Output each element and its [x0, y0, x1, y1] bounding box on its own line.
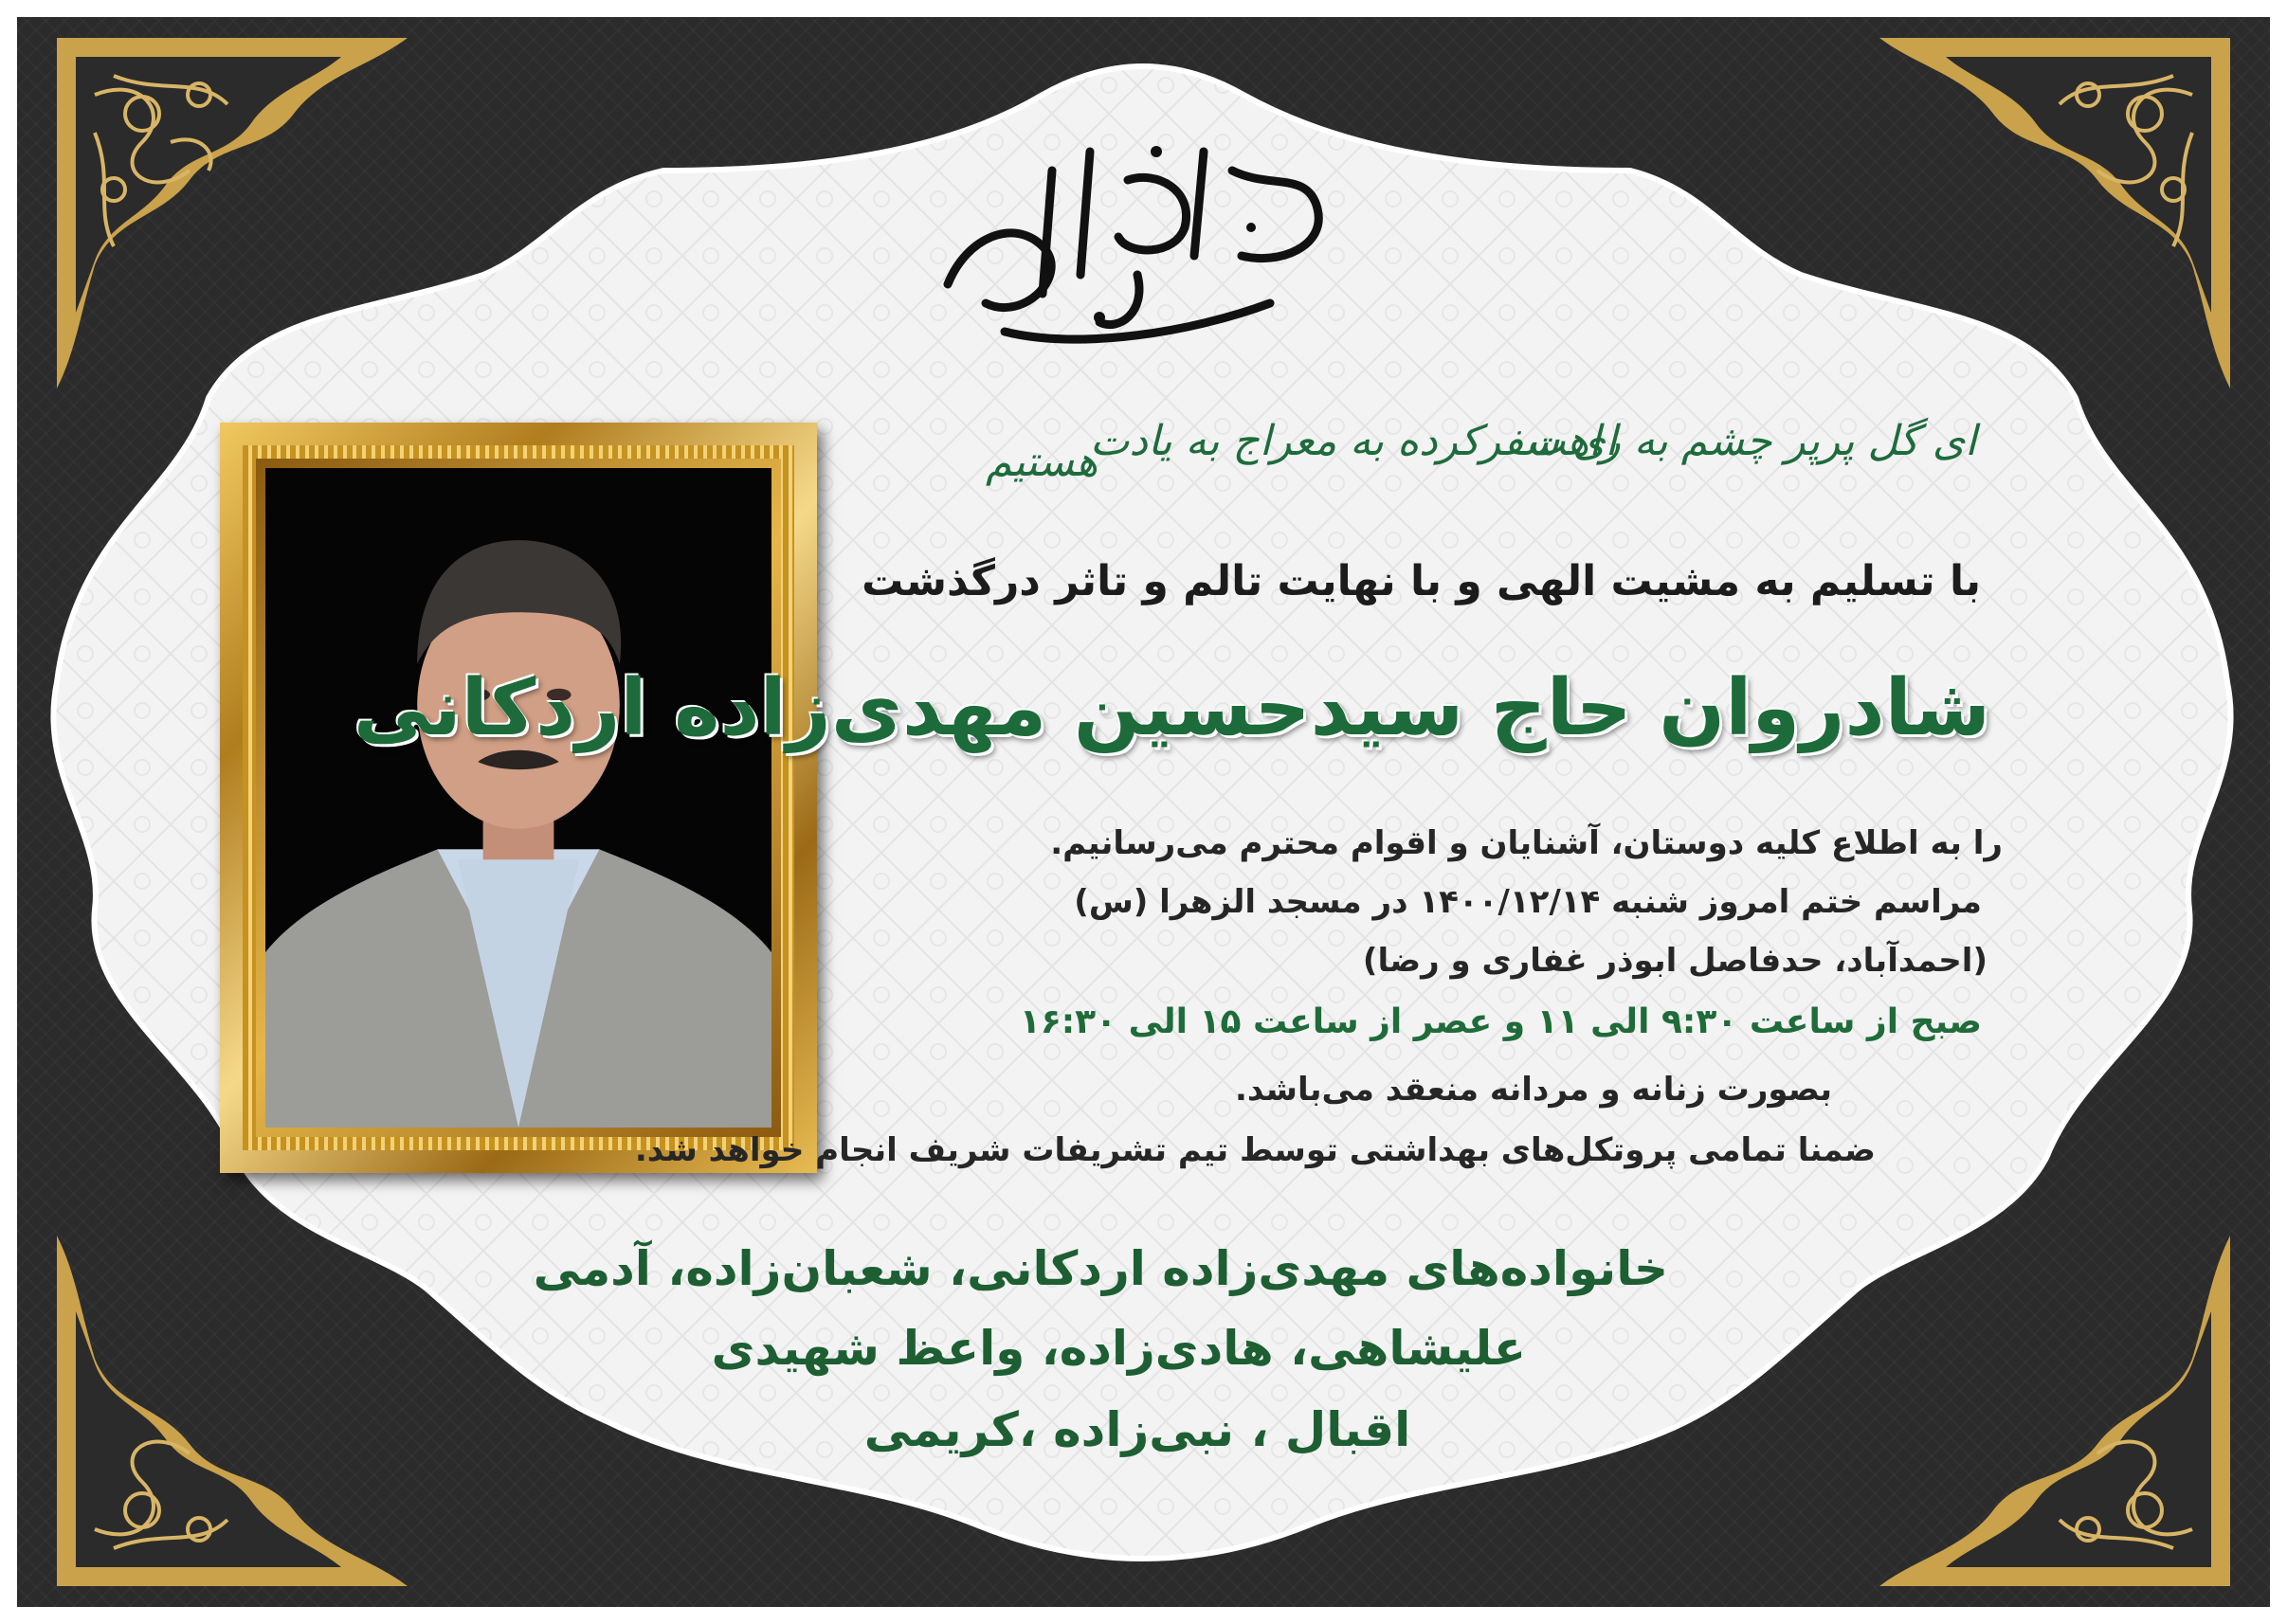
- families-line-2: علیشاهی، هادی‌زاده، واعظ شهیدی: [711, 1321, 1526, 1376]
- body-line-3: (احمدآباد، حدفاصل ابوذر غفاری و رضا): [1362, 942, 1988, 980]
- deceased-name: شادروان حاج سیدحسین مهدی‌زاده اردکانی: [353, 663, 1990, 753]
- poem-line-1: ای گل پرپر چشم به راهت: [1526, 417, 1977, 465]
- calligraphy-inna-lillah: [910, 114, 1346, 360]
- poem-line-2: ای سفرکرده به معراج به یادت: [1090, 417, 1617, 465]
- portrait-frame: [220, 423, 817, 1173]
- body-line-1: را به اطلاع کلیه دوستان، آشنایان و اقوام محترم می‌رسانیم.: [1050, 824, 2003, 862]
- families-line-3: اقبال ، نبی‌زاده ،کریمی: [863, 1402, 1411, 1457]
- body-line-2: مراسم ختم امروز شنبه ۱۴۰۰/۱۲/۱۴ در مسجد الزهرا (س): [1074, 883, 1982, 921]
- intro-line: با تسلیم به مشیت الهی و با نهایت تالم و تاثر درگذشت: [862, 557, 1981, 605]
- ceremony-time: صبح از ساعت ۹:۳۰ الی ۱۱ و عصر از ساعت ۱۵ الی ۱۶:۳۰: [1019, 1002, 1982, 1041]
- body-line-5: بصورت زنانه و مردانه منعقد می‌باشد.: [1234, 1071, 1832, 1109]
- families-line-1: خانواده‌های مهدی‌زاده اردکانی، شعبان‌زاده، آدمی: [533, 1241, 1668, 1296]
- body-line-6: ضمنا تمامی پروتکل‌های بهداشتی توسط تیم تشریفات شریف انجام خواهد شد.: [634, 1131, 1876, 1169]
- calligraphy-icon: [910, 114, 1346, 360]
- poem-line-1-end: هستیم: [986, 438, 1098, 486]
